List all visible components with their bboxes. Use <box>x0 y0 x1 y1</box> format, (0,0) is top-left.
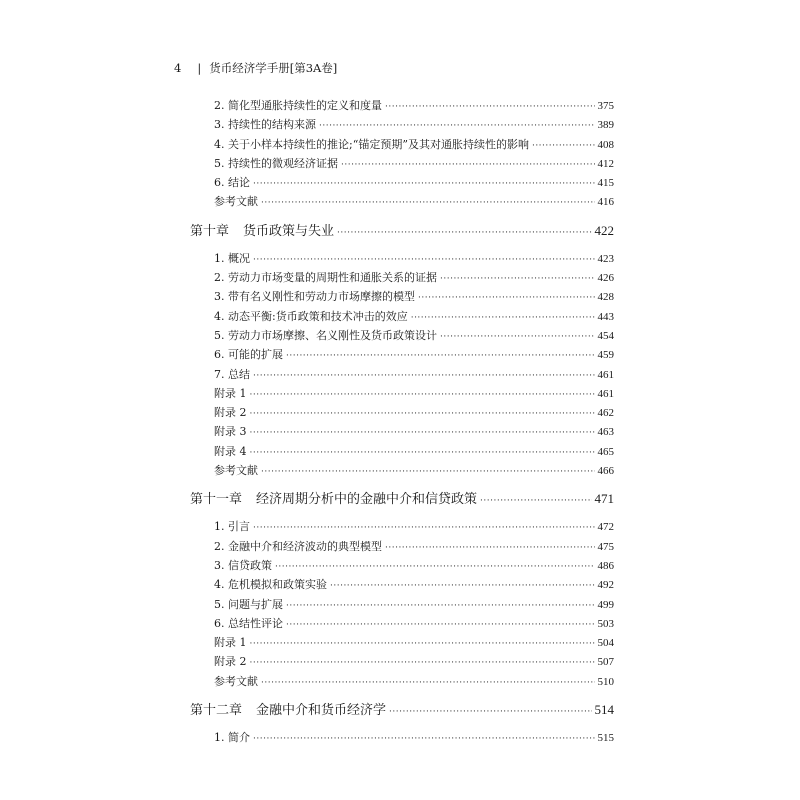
toc-entry-page-number: 375 <box>597 100 614 112</box>
dot-leader <box>480 490 591 512</box>
dot-leader <box>261 463 595 482</box>
toc-entry-page-number: 408 <box>597 138 614 151</box>
toc-entry[interactable] <box>190 442 614 461</box>
toc-entry[interactable] <box>190 96 614 115</box>
toc-entry-label: 4. 动态平衡:货币政策和技术冲击的效应 <box>214 309 408 323</box>
dot-leader <box>250 405 595 424</box>
toc-entry[interactable] <box>190 614 614 633</box>
toc-entry-page-number: 412 <box>597 157 614 170</box>
toc-entry-label: 4. 危机模拟和政策实验 <box>214 578 327 592</box>
toc-entry[interactable] <box>190 652 614 671</box>
toc-entry-page-number: 423 <box>597 252 614 265</box>
toc-entry-label: 3. 信贷政策 <box>214 558 272 572</box>
book-title: 货币经济学手册[第3A卷] <box>209 61 338 75</box>
toc-entry[interactable] <box>190 537 614 556</box>
toc-entry-label: 附录 1 <box>214 386 247 400</box>
toc-entry-page-number: 461 <box>597 387 614 400</box>
toc-entry-page-number: 454 <box>597 329 614 342</box>
toc-chapter-heading[interactable] <box>190 220 614 242</box>
chapter-page-number: 471 <box>594 491 614 507</box>
toc-entry-page-number: 466 <box>597 465 614 478</box>
chapter-number: 第十二章 <box>190 703 243 719</box>
dot-leader <box>385 98 595 117</box>
toc-entry-label: 附录 1 <box>214 636 247 650</box>
dot-leader <box>286 616 595 635</box>
dot-leader <box>261 194 595 213</box>
dot-leader <box>440 328 595 347</box>
dot-leader <box>253 367 595 386</box>
toc-entry[interactable] <box>190 575 614 594</box>
chapter-number: 第十一章 <box>190 492 243 508</box>
toc-entry-label: 2. 劳动力市场变量的周期性和通胀关系的证据 <box>214 271 437 285</box>
dot-leader <box>440 270 595 289</box>
toc-entry[interactable] <box>190 556 614 575</box>
dot-leader <box>275 558 595 577</box>
toc-entry-label: 参考文献 <box>214 464 258 478</box>
toc-entry-label: 参考文献 <box>214 674 258 688</box>
chapter-title: 经济周期分析中的金融中介和信贷政策 <box>256 492 478 508</box>
toc-entry-page-number: 389 <box>597 119 614 132</box>
chapter-page-number: 422 <box>594 222 614 238</box>
dot-leader <box>385 539 595 558</box>
toc-entry[interactable] <box>190 249 614 268</box>
toc-entry[interactable] <box>190 192 614 211</box>
toc-entry-label: 1. 概况 <box>214 251 250 265</box>
running-header <box>174 60 337 76</box>
table-of-contents <box>190 96 614 747</box>
toc-chapter-heading[interactable] <box>190 699 614 721</box>
dot-leader <box>337 222 591 244</box>
toc-entry-label: 5. 问题与扩展 <box>214 597 283 611</box>
toc-entry[interactable] <box>190 403 614 422</box>
toc-entry[interactable] <box>190 672 614 691</box>
toc-entry[interactable] <box>190 345 614 364</box>
toc-entry[interactable] <box>190 461 614 480</box>
toc-entry-page-number: 416 <box>597 196 614 209</box>
dot-leader <box>532 137 595 156</box>
toc-entry-label: 3. 带有名义刚性和劳动力市场摩擦的模型 <box>214 290 415 304</box>
toc-entry[interactable] <box>190 517 614 536</box>
toc-chapter-heading[interactable] <box>190 488 614 510</box>
toc-entry[interactable] <box>190 728 614 747</box>
toc-entry[interactable] <box>190 365 614 384</box>
toc-entry-label: 4. 关于小样本持续性的推论;“锚定预期”及其对通胀持续性的影响 <box>214 137 529 151</box>
dot-leader <box>250 444 595 463</box>
toc-entry-page-number: 503 <box>597 617 614 630</box>
dot-leader <box>411 309 595 328</box>
dot-leader <box>330 577 595 596</box>
toc-entry-page-number: 510 <box>597 675 614 688</box>
page-number: 4 <box>174 61 182 75</box>
toc-entry[interactable] <box>190 268 614 287</box>
header-separator: | <box>197 61 202 75</box>
chapter-number: 第十章 <box>190 223 230 239</box>
toc-entry-label: 6. 可能的扩展 <box>214 348 283 362</box>
toc-entry-page-number: 492 <box>597 579 614 592</box>
dot-leader <box>319 117 595 136</box>
toc-entry-page-number: 465 <box>597 445 614 458</box>
chapter-title: 金融中介和货币经济学 <box>256 703 387 719</box>
toc-entry-page-number: 507 <box>597 656 614 669</box>
toc-entry-label: 2. 简化型通胀持续性的定义和度量 <box>214 99 382 112</box>
toc-entry-label: 参考文献 <box>214 195 258 209</box>
toc-entry[interactable] <box>190 307 614 326</box>
dot-leader <box>250 635 595 654</box>
toc-entry[interactable] <box>190 422 614 441</box>
toc-entry-label: 6. 结论 <box>214 176 250 190</box>
dot-leader <box>341 156 595 175</box>
toc-entry-page-number: 515 <box>597 732 614 745</box>
toc-entry-page-number: 504 <box>597 637 614 650</box>
dot-leader <box>286 347 595 366</box>
toc-entry-page-number: 499 <box>597 598 614 611</box>
toc-entry-label: 6. 总结性评论 <box>214 616 283 630</box>
toc-entry-label: 1. 简介 <box>214 731 250 745</box>
toc-entry[interactable] <box>190 384 614 403</box>
toc-entry-page-number: 472 <box>597 521 614 534</box>
toc-entry-label: 5. 持续性的微观经济证据 <box>214 156 338 170</box>
toc-entry-page-number: 443 <box>597 310 614 323</box>
toc-entry[interactable] <box>190 115 614 134</box>
dot-leader <box>253 730 595 749</box>
toc-entry[interactable] <box>190 154 614 173</box>
toc-entry-page-number: 459 <box>597 349 614 362</box>
toc-entry[interactable] <box>190 633 614 652</box>
toc-entry-label: 附录 2 <box>214 655 247 669</box>
toc-entry-page-number: 475 <box>597 540 614 553</box>
chapter-title: 货币政策与失业 <box>243 223 335 239</box>
toc-entry[interactable] <box>190 135 614 154</box>
dot-leader <box>250 654 595 673</box>
dot-leader <box>286 597 595 616</box>
toc-entry-label: 3. 持续性的结构来源 <box>214 118 316 132</box>
dot-leader <box>261 674 595 693</box>
toc-entry-page-number: 428 <box>597 291 614 304</box>
dot-leader <box>253 251 595 270</box>
dot-leader <box>250 386 595 405</box>
toc-entry[interactable] <box>190 326 614 345</box>
toc-entry-page-number: 486 <box>597 559 614 572</box>
toc-entry-page-number: 461 <box>597 368 614 381</box>
toc-entry-page-number: 426 <box>597 272 614 285</box>
toc-entry-label: 1. 引言 <box>214 520 250 534</box>
dot-leader <box>250 424 595 443</box>
dot-leader <box>253 519 595 538</box>
toc-entry-page-number: 415 <box>597 177 614 190</box>
toc-entry-page-number: 463 <box>597 426 614 439</box>
dot-leader <box>418 289 595 308</box>
toc-entry-label: 附录 3 <box>214 425 247 439</box>
toc-entry-page-number: 462 <box>597 407 614 420</box>
toc-entry-label: 附录 2 <box>214 406 247 420</box>
chapter-page-number: 514 <box>594 702 614 718</box>
toc-entry[interactable] <box>190 287 614 306</box>
toc-entry[interactable] <box>190 595 614 614</box>
toc-entry-label: 5. 劳动力市场摩擦、名义刚性及货币政策设计 <box>214 328 437 342</box>
toc-entry-label: 2. 金融中介和经济波动的典型模型 <box>214 539 382 553</box>
dot-leader <box>389 701 591 723</box>
toc-entry-label: 7. 总结 <box>214 367 250 381</box>
toc-entry-label: 附录 4 <box>214 444 247 458</box>
toc-entry[interactable] <box>190 173 614 192</box>
dot-leader <box>253 175 595 194</box>
